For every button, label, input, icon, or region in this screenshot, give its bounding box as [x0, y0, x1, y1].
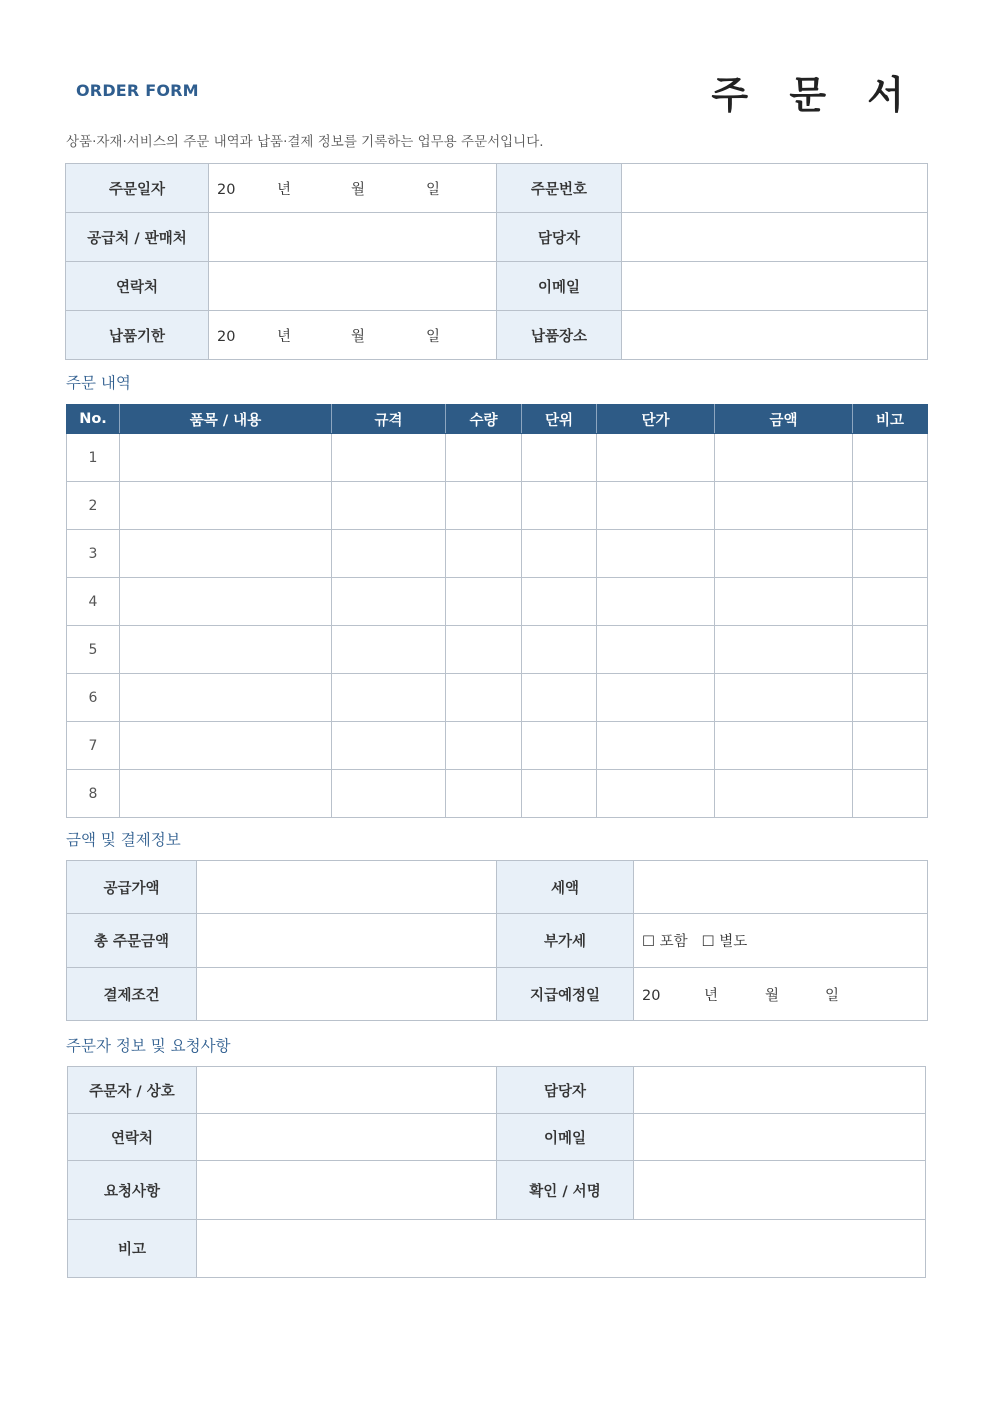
year-label: 년 — [277, 181, 292, 198]
cell-qty[interactable] — [446, 530, 522, 578]
order-items-table — [66, 404, 928, 818]
row-number: 6 — [67, 674, 120, 722]
cell-amount[interactable] — [715, 722, 853, 770]
cell-note[interactable] — [853, 674, 928, 722]
manager-field[interactable] — [622, 213, 928, 262]
supply-amount-field[interactable] — [197, 861, 497, 914]
payment-date-field[interactable] — [634, 968, 928, 1021]
email-field[interactable] — [622, 262, 928, 311]
cell-item[interactable] — [120, 674, 332, 722]
place-label: 납품장소 — [497, 311, 622, 360]
email-label: 이메일 — [497, 262, 622, 311]
orderer-name-label: 주문자 / 상호 — [68, 1067, 197, 1114]
contact-label: 연락처 — [66, 262, 209, 311]
cell-spec[interactable] — [332, 482, 446, 530]
cell-item[interactable] — [120, 578, 332, 626]
orderer-name-field[interactable] — [197, 1067, 497, 1114]
table-row — [67, 770, 928, 818]
col-qty: 수량 — [446, 405, 522, 434]
day-label: 일 — [825, 987, 840, 1004]
cell-amount[interactable] — [715, 578, 853, 626]
col-unit: 단위 — [522, 405, 597, 434]
table-row — [67, 530, 928, 578]
cell-item[interactable] — [120, 626, 332, 674]
tax-label: 세액 — [497, 861, 634, 914]
orderer-manager-label: 담당자 — [497, 1067, 634, 1114]
cell-note[interactable] — [853, 770, 928, 818]
col-price: 단가 — [597, 405, 715, 434]
col-amount: 금액 — [715, 405, 853, 434]
form-subtitle: ORDER FORM — [76, 81, 199, 100]
table-row — [67, 722, 928, 770]
row-number: 7 — [67, 722, 120, 770]
supplier-label: 공급처 / 판매처 — [66, 213, 209, 262]
contact-field[interactable] — [209, 262, 497, 311]
supply-amount-label: 공급가액 — [67, 861, 197, 914]
items-header-row — [67, 405, 928, 434]
table-row — [67, 578, 928, 626]
cell-unit[interactable] — [522, 626, 597, 674]
order-info-table — [65, 163, 928, 360]
cell-item[interactable] — [120, 722, 332, 770]
cell-note[interactable] — [853, 626, 928, 674]
cell-amount[interactable] — [715, 770, 853, 818]
col-note: 비고 — [853, 405, 928, 434]
cell-qty[interactable] — [446, 722, 522, 770]
cell-qty[interactable] — [446, 434, 522, 482]
cell-price[interactable] — [597, 722, 715, 770]
orderer-manager-field[interactable] — [634, 1067, 926, 1114]
month-label: 월 — [765, 987, 780, 1004]
cell-note[interactable] — [853, 578, 928, 626]
cell-note[interactable] — [853, 722, 928, 770]
month-label: 월 — [351, 328, 366, 345]
cell-spec[interactable] — [332, 626, 446, 674]
row-number: 3 — [67, 530, 120, 578]
request-label: 요청사항 — [68, 1161, 197, 1220]
signature-label: 확인 / 서명 — [497, 1161, 634, 1220]
date-prefix: 20 — [217, 181, 236, 198]
signature-field[interactable] — [634, 1161, 926, 1220]
orderer-contact-label: 연락처 — [68, 1114, 197, 1161]
cell-amount[interactable] — [715, 434, 853, 482]
cell-amount[interactable] — [715, 482, 853, 530]
cell-unit[interactable] — [522, 530, 597, 578]
cell-price[interactable] — [597, 770, 715, 818]
order-date-field[interactable] — [209, 164, 497, 213]
cell-item[interactable] — [120, 770, 332, 818]
cell-spec[interactable] — [332, 434, 446, 482]
payment-terms-label: 결제조건 — [67, 968, 197, 1021]
cell-spec[interactable] — [332, 770, 446, 818]
day-label: 일 — [426, 181, 441, 198]
total-amount-label: 총 주문금액 — [67, 914, 197, 968]
order-no-field[interactable] — [622, 164, 928, 213]
payment-date-label: 지급예정일 — [497, 968, 634, 1021]
cell-price[interactable] — [597, 530, 715, 578]
cell-qty[interactable] — [446, 770, 522, 818]
cell-unit[interactable] — [522, 434, 597, 482]
section-items-heading: 주문 내역 — [66, 374, 131, 392]
cell-qty[interactable] — [446, 674, 522, 722]
orderer-email-field[interactable] — [634, 1114, 926, 1161]
deadline-label: 납품기한 — [66, 311, 209, 360]
month-label: 월 — [351, 181, 366, 198]
cell-spec[interactable] — [332, 722, 446, 770]
cell-note[interactable] — [853, 530, 928, 578]
cell-unit[interactable] — [522, 578, 597, 626]
cell-amount[interactable] — [715, 530, 853, 578]
cell-item[interactable] — [120, 530, 332, 578]
cell-note[interactable] — [853, 434, 928, 482]
orderer-email-label: 이메일 — [497, 1114, 634, 1161]
cell-price[interactable] — [597, 626, 715, 674]
day-label: 일 — [426, 328, 441, 345]
col-no: No. — [67, 405, 120, 434]
cell-unit[interactable] — [522, 482, 597, 530]
date-prefix: 20 — [217, 328, 236, 345]
cell-item[interactable] — [120, 482, 332, 530]
table-row — [67, 626, 928, 674]
payment-table — [66, 860, 928, 1021]
place-field[interactable] — [622, 311, 928, 360]
cell-amount[interactable] — [715, 674, 853, 722]
col-spec: 규격 — [332, 405, 446, 434]
cell-unit[interactable] — [522, 722, 597, 770]
table-row — [67, 434, 928, 482]
cell-spec[interactable] — [332, 674, 446, 722]
section-orderer-heading: 주문자 정보 및 요청사항 — [66, 1037, 231, 1055]
cell-amount[interactable] — [715, 626, 853, 674]
row-number: 5 — [67, 626, 120, 674]
cell-spec[interactable] — [332, 530, 446, 578]
cell-spec[interactable] — [332, 578, 446, 626]
year-label: 년 — [277, 328, 292, 345]
cell-qty[interactable] — [446, 578, 522, 626]
cell-qty[interactable] — [446, 626, 522, 674]
cell-price[interactable] — [597, 482, 715, 530]
vat-options — [634, 914, 928, 968]
year-label: 년 — [704, 987, 719, 1004]
total-amount-field[interactable] — [197, 914, 497, 968]
date-prefix: 20 — [642, 987, 661, 1004]
cell-price[interactable] — [597, 578, 715, 626]
order-date-label: 주문일자 — [66, 164, 209, 213]
cell-unit[interactable] — [522, 674, 597, 722]
form-description: 상품·자재·서비스의 주문 내역과 납품·결제 정보를 기록하는 업무용 주문서입니다. — [66, 134, 544, 150]
cell-unit[interactable] — [522, 770, 597, 818]
supplier-field[interactable] — [209, 213, 497, 262]
cell-price[interactable] — [597, 434, 715, 482]
page-title: 주 문 서 — [711, 73, 918, 117]
request-field[interactable] — [197, 1161, 497, 1220]
section-payment-heading: 금액 및 결제정보 — [66, 831, 181, 849]
orderer-contact-field[interactable] — [197, 1114, 497, 1161]
vat-label: 부가세 — [497, 914, 634, 968]
table-row — [67, 482, 928, 530]
cell-price[interactable] — [597, 674, 715, 722]
table-row — [67, 674, 928, 722]
cell-item[interactable] — [120, 434, 332, 482]
orderer-table — [67, 1066, 926, 1278]
orderer-note-field[interactable] — [197, 1220, 926, 1278]
deadline-field[interactable] — [209, 311, 497, 360]
orderer-note-label: 비고 — [68, 1220, 197, 1278]
col-item: 품목 / 내용 — [120, 405, 332, 434]
row-number: 8 — [67, 770, 120, 818]
cell-qty[interactable] — [446, 482, 522, 530]
row-number: 1 — [67, 434, 120, 482]
row-number: 2 — [67, 482, 120, 530]
vat-include-checkbox[interactable]: ☐ 포함 — [642, 934, 688, 950]
row-number: 4 — [67, 578, 120, 626]
payment-terms-field[interactable] — [197, 968, 497, 1021]
cell-note[interactable] — [853, 482, 928, 530]
manager-label: 담당자 — [497, 213, 622, 262]
vat-exclude-checkbox[interactable]: ☐ 별도 — [701, 934, 748, 950]
tax-field[interactable] — [634, 861, 928, 914]
order-no-label: 주문번호 — [497, 164, 622, 213]
